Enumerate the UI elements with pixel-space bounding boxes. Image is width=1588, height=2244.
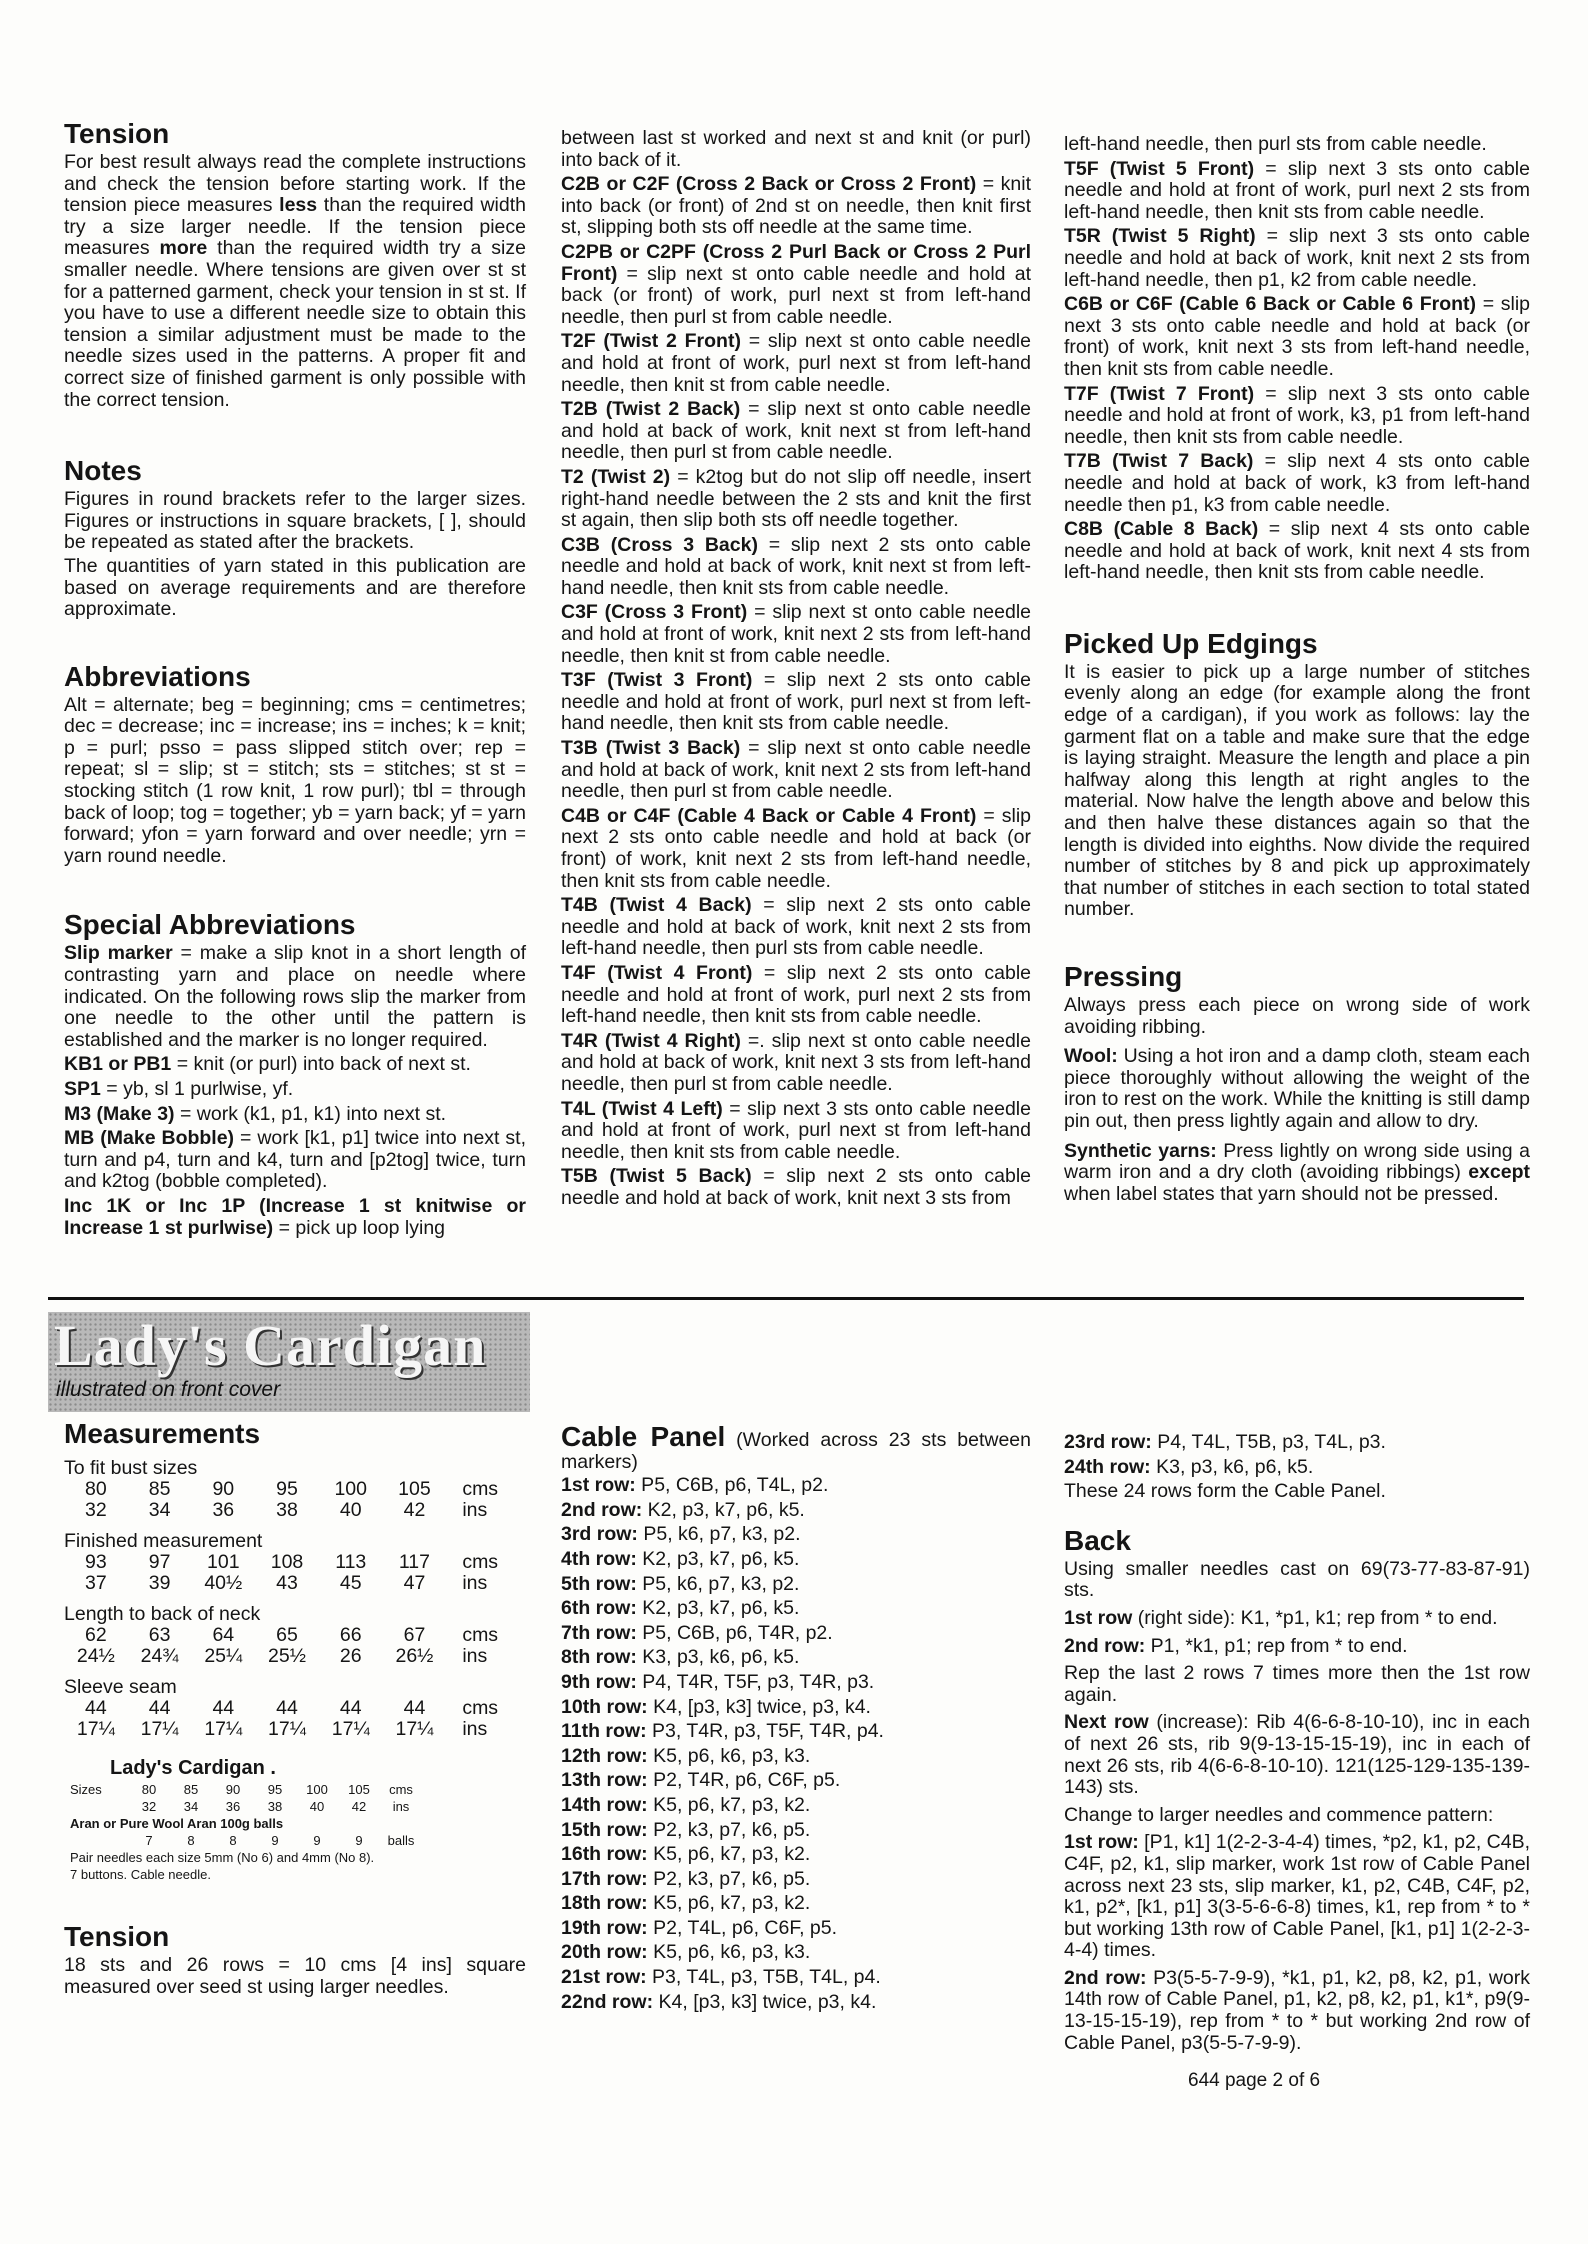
- back-row: 2nd row: P1, *k1, p1; rep from * to end.: [1064, 1634, 1408, 1657]
- measurements-column: [64, 1418, 526, 1998]
- summary-buttons: 7 buttons. Cable needle.: [70, 1867, 211, 1882]
- measurement-group: [64, 1531, 526, 1594]
- pressing-wool: Wool: Using a hot iron and a damp cloth, steam each piece thoroughly without allowing the weight of the iron to rest on the work. While the knitting is still damp pin out, then press lightly again and allow to dry.: [1064, 1045, 1530, 1132]
- back-row: 1st row (right side): K1, *p1, k1; rep from * to end.: [1064, 1606, 1498, 1629]
- abbreviations-heading: Abbreviations: [64, 660, 251, 692]
- abbrev-item: C6B or C6F (Cable 6 Back or Cable 6 Front) = slip next 3 sts onto cable needle and hold at back (or front) of work, knit next 3 sts from left-hand needle, then knit sts from cable needle.: [1064, 293, 1531, 380]
- measurement-row: 32 34 36 38 40 42 ins: [85, 1499, 488, 1521]
- measurement-row: 17¼ 17¼ 17¼ 17¼ 17¼ 17¼ ins: [76, 1718, 488, 1740]
- back-row: 1st row: [P1, k1] 1(2-2-3-4-4) times, *p2, k1, p2, C4B, C4F, p2, k1, slip marker, work 1st row of Cable Panel across next 23 sts, slip marker, k1, p2, C4B, C4F, p2, k1, p2*, [k1, p1] 3(3-5-6-6-8) times, k1, rep from * to * but working 13th row of Cable Panel, [k1, p1] 1(2-2-3-4-4) times.: [1064, 1831, 1531, 1962]
- abbrev-item: KB1 or PB1 = knit (or purl) into back of next st.: [64, 1053, 471, 1076]
- tension-text: For best result always read the complete instructions and check the tension before starting work. If the tension piece measures less than the required width try a size larger needle. If the tension piece measures more than the required width try a size smaller needle. Where tensions are given over st st for a patterned garment, check your tension in st st. If you have to use a different needle size to obtain this tension a similar adjustment must be made to the needle sizes used in the patterns. A proper fit and correct size of finished garment is only possible with the correct tension.: [64, 151, 526, 411]
- abbrev-item: Inc 1K or Inc 1P (Increase 1 st knitwise or Increase 1 st purlwise) = pick up loop lying: [64, 1194, 526, 1239]
- abbrev-item: C8B (Cable 8 Back) = slip next 4 sts onto cable needle and hold at back of work, knit next 4 sts from left-hand needle, then knit sts from cable needle.: [1064, 518, 1530, 584]
- banner-title: Lady's Cardigan: [54, 1313, 487, 1378]
- tension-heading-2: Tension: [64, 1921, 170, 1952]
- abbrev-item: Slip marker = make a slip knot in a short length of contrasting yarn and place on needle where indicated. On the following rows slip the marker from one needle to the other until the pattern is established and the marker is no longer required.: [64, 942, 526, 1051]
- page-footer: 644 page 2 of 6: [1188, 2070, 1321, 2091]
- special-abbreviations-heading: Special Abbreviations: [64, 909, 356, 941]
- pattern-row: 3rd row: P5, k6, p7, k3, p2.: [561, 1523, 801, 1546]
- pattern-row: 24th row: K3, p3, k6, p6, k5.: [1064, 1455, 1314, 1478]
- abbrev-item: C2PB or C2PF (Cross 2 Purl Back or Cross 2 Purl Front) = slip next st onto cable needle and hold at back (or front) of work, purl next st from left-hand needle, then purl st from cable needle.: [561, 240, 1031, 328]
- abbrev-item: T3B (Twist 3 Back) = slip next st onto cable needle and hold at back of work, knit next 2 sts from left-hand needle, then purl st from cable needle.: [561, 737, 1031, 803]
- measurement-row: 80 85 90 95 100 105 cms: [85, 1478, 499, 1500]
- summary-sizes-row: 32 34 36 38 40 42 ins: [141, 1799, 410, 1814]
- pattern-row: 15th row: P2, k3, p7, k6, p5.: [561, 1818, 811, 1841]
- special-abbreviations-list: [64, 943, 526, 1239]
- pattern-row: 18th row: K5, p6, k7, p3, k2.: [561, 1892, 811, 1915]
- column-2: [561, 128, 1031, 1213]
- pattern-row: 19th row: P2, T4L, p6, C6F, p5.: [561, 1916, 838, 1939]
- back-column: [1064, 1432, 1530, 2054]
- summary-sizes-row: Sizes 80 85 90 95 100 105 cms: [70, 1782, 413, 1797]
- back-row: 2nd row: P3(5-5-7-9-9), *k1, p1, k2, p8, k2, p1, work 14th row of Cable Panel, p1, k2, p8, k2, p1, k1*, p9(9-13-15-15-19), rep from * to * but working 2nd row of Cable Panel, p3(5-5-7-9-9).: [1064, 1966, 1530, 2054]
- measurement-group: [64, 1458, 526, 1521]
- measurement-row: 44 44 44 44 44 44 cms: [85, 1697, 499, 1719]
- abbrev-item: SP1 = yb, sl 1 purlwise, yf.: [64, 1078, 294, 1100]
- abbrev-item: C2B or C2F (Cross 2 Back or Cross 2 Front) = knit into back (or front) of 2nd st on needle, then knit first st, slipping both sts off needle at the same time.: [561, 173, 1031, 239]
- measurement-row: 24½ 24¾ 25¼ 25½ 26 26½ ins: [76, 1645, 488, 1667]
- abbrev-item: T5R (Twist 5 Right) = slip next 3 sts onto cable needle and hold at back of work, knit next 2 sts from left-hand needle, then p1, k2 from cable needle.: [1064, 225, 1530, 291]
- measurement-group: [64, 1677, 526, 1740]
- pressing-synthetic: Synthetic yarns: Press lightly on wrong side using a warm iron and a dry cloth (avoiding ribbings) except when label states that yarn should not be pressed.: [1064, 1139, 1530, 1205]
- pattern-row: 6th row: K2, p3, k7, p6, k5.: [561, 1597, 800, 1620]
- abbrev-item: left-hand needle, then purl sts from cable needle.: [1064, 133, 1487, 155]
- pressing-heading: Pressing: [1064, 961, 1183, 992]
- banner-subtitle: illustrated on front cover: [56, 1378, 281, 1401]
- pattern-row: 16th row: K5, p6, k7, p3, k2.: [561, 1843, 811, 1866]
- pattern-row: 2nd row: K2, p3, k7, p6, k5.: [561, 1498, 805, 1521]
- summary-needles: Pair needles each size 5mm (No 6) and 4mm (No 8).: [70, 1850, 375, 1865]
- pattern-row: 21st row: P3, T4L, p3, T5B, T4L, p4.: [561, 1966, 881, 1989]
- pattern-banner: [48, 1312, 530, 1412]
- pattern-row: 8th row: K3, p3, k6, p6, k5.: [561, 1646, 800, 1669]
- pattern-row: 4th row: K2, p3, k7, p6, k5.: [561, 1547, 800, 1570]
- measurement-title: Sleeve seam: [64, 1676, 177, 1698]
- measurement-title: To fit bust sizes: [64, 1457, 198, 1479]
- pressing-text: Always press each piece on wrong side of work avoiding ribbing.: [1064, 994, 1530, 1038]
- column-3: [1064, 134, 1530, 1205]
- abbrev-item: between last st worked and next st and knit (or purl) into back of it.: [561, 127, 1031, 171]
- abbrev-item: T7F (Twist 7 Front) = slip next 3 sts onto cable needle and hold at front of work, k3, p1 from left-hand needle, then knit sts from cable needle.: [1064, 382, 1530, 448]
- abbrev-item: T4L (Twist 4 Left) = slip next 3 sts onto cable needle and hold at front of work, purl next st from left-hand needle, then knit sts from cable needle.: [561, 1097, 1031, 1163]
- pattern-row: 23rd row: P4, T4L, T5B, p3, T4L, p3.: [1064, 1431, 1386, 1453]
- measurement-group: [64, 1604, 526, 1667]
- back-row: Next row (increase): Rib 4(6-6-8-10-10), inc in each of next 26 sts, rib 9(9-13-15-15-19), inc in each of next 26 sts, rib 4(6-6-8-10-10). 121(125-129-135-139-143) sts.: [1064, 1711, 1530, 1799]
- abbrev-item: T4B (Twist 4 Back) = slip next 2 sts onto cable needle and hold at back of work, knit next 2 sts from left-hand needle, then purl sts from cable needle.: [561, 894, 1031, 960]
- pattern-row: 5th row: P5, k6, p7, k3, p2.: [561, 1572, 800, 1595]
- measurements-heading: Measurements: [64, 1418, 261, 1449]
- measurement-row: 93 97 101 108 113 117 cms: [85, 1551, 499, 1573]
- measurement-row: 62 63 64 65 66 67 cms: [85, 1624, 499, 1646]
- measurement-row: 37 39 40½ 43 45 47 ins: [85, 1572, 488, 1594]
- tension-heading: Tension: [64, 118, 170, 149]
- back-heading: Back: [1064, 1524, 1131, 1556]
- column-1: [64, 118, 526, 1242]
- back-text: Using smaller needles cast on 69(73-77-83-87-91) sts.: [1064, 1557, 1530, 1602]
- pattern-row: 11th row: P3, T4R, p3, T5F, T4R, p4.: [561, 1720, 884, 1743]
- measurement-title: Length to back of neck: [64, 1603, 261, 1625]
- pattern-row: 17th row: P2, k3, p7, k6, p5.: [561, 1867, 811, 1890]
- pattern-row: 12th row: K5, p6, k6, p3, k3.: [561, 1744, 811, 1767]
- abbrev-item: T5F (Twist 5 Front) = slip next 3 sts onto cable needle and hold at front of work, purl next 2 sts from left-hand needle, then knit sts from cable needle.: [1064, 157, 1530, 223]
- tension-text-2: 18 sts and 26 rows = 10 cms [4 ins] square measured over seed st using larger needles.: [64, 1954, 526, 1998]
- abbrev-item: M3 (Make 3) = work (k1, p1, k1) into next st.: [64, 1102, 447, 1125]
- notes-heading: Notes: [64, 455, 142, 487]
- notes-paragraph: Figures in round brackets refer to the larger sizes. Figures or instructions in square brackets, [ ], should be repeated as stated after the brackets.: [64, 488, 526, 554]
- section-divider: [48, 1297, 1524, 1300]
- pattern-row: 9th row: P4, T4R, T5F, p3, T4R, p3.: [561, 1670, 875, 1693]
- back-text: Rep the last 2 rows 7 times more then the 1st row again.: [1064, 1662, 1530, 1706]
- abbrev-item: C3F (Cross 3 Front) = slip next st onto cable needle and hold at front of work, knit next 2 sts from left-hand needle, then knit st from cable needle.: [561, 601, 1031, 667]
- back-text: Change to larger needles and commence pattern:: [1064, 1803, 1494, 1826]
- measurement-title: Finished measurement: [64, 1530, 263, 1552]
- summary-yarn: Aran or Pure Wool Aran 100g balls: [70, 1816, 284, 1831]
- abbrev-item: T7B (Twist 7 Back) = slip next 4 sts onto cable needle and hold at back of work, k3 from left-hand needle then p1, k3 from cable needle.: [1064, 450, 1530, 516]
- abbrev-item: C4B or C4F (Cable 4 Back or Cable 4 Front) = slip next 2 sts onto cable needle and hold at back (or front) of work, knit next 2 sts from left-hand needle, then knit sts from cable needle.: [561, 804, 1032, 892]
- abbreviations-text: Alt = alternate; beg = beginning; cms = centimetres; dec = decrease; inc = increase; ins = inches; k = knit; p = purl; psso = pass slipped stitch over; rep = repeat; sl = slip; st = stitch; sts = stitches; st st = stocking stitch (1 row knit, 1 row purl); tbl = through back of loop; tog = together; yb = yarn back; yf = yarn forward; yfon = yarn forward and over needle; yrn = yarn round needle.: [64, 693, 526, 867]
- picked-up-edgings-text: It is easier to pick up a large number of stitches evenly along an edge (for example along the front edge of a cardigan), if you work as follows: lay the garment flat on a table and make sure that the edge is laying straight. Measure the length and place a pin halfway along this length at right angles to the material. Now halve the length above and below this and then halve these distances again so that the length is divided into eighths. Now divide the required number of stitches by 8 and pick up approximately that number of stitches in each section to total stated number.: [1064, 660, 1530, 921]
- abbrev-item: T2B (Twist 2 Back) = slip next st onto cable needle and hold at back of work, knit next st from left-hand needle, then purl st from cable needle.: [561, 398, 1031, 464]
- abbrev-item: T2F (Twist 2 Front) = slip next st onto cable needle and hold at front of work, purl next st from left-hand needle, then knit st from cable needle.: [561, 330, 1031, 396]
- pattern-row: 7th row: P5, C6B, p6, T4R, p2.: [561, 1621, 833, 1644]
- pattern-row: 13th row: P2, T4R, p6, C6F, p5.: [561, 1769, 841, 1792]
- cable-panel-closing: These 24 rows form the Cable Panel.: [1064, 1480, 1386, 1503]
- summary-balls-row: 7 8 8 9 9 9 balls: [145, 1833, 415, 1848]
- cable-panel-rows-cont: [1064, 1432, 1530, 1503]
- pattern-row: 20th row: K5, p6, k6, p3, k3.: [561, 1941, 811, 1964]
- abbrev-item: T3F (Twist 3 Front) = slip next 2 sts onto cable needle and hold at front of work, purl next st from left-hand needle, then knit sts from cable needle.: [561, 669, 1031, 735]
- cable-panel-heading: Cable Panel (Worked across 23 sts between markers): [561, 1421, 1031, 1473]
- abbrev-item: T2 (Twist 2) = k2tog but do not slip off needle, insert right-hand needle between the 2 sts and knit the first st again, then slip both sts off needle together.: [561, 465, 1031, 532]
- pattern-row: 1st row: P5, C6B, p6, T4L, p2.: [561, 1474, 829, 1497]
- abbrev-item: T5B (Twist 5 Back) = slip next 2 sts onto cable needle and hold at back of work, knit next 3 sts from: [561, 1165, 1031, 1209]
- materials-summary: [70, 1757, 526, 1883]
- pattern-row: 14th row: K5, p6, k7, p3, k2.: [561, 1793, 811, 1816]
- summary-title: Lady's Cardigan .: [110, 1757, 276, 1779]
- notes-paragraph: The quantities of yarn stated in this publication are based on average requirements and are therefore approximate.: [64, 554, 526, 621]
- cable-panel-column: [561, 1421, 1031, 2016]
- picked-up-edgings-heading: Picked Up Edgings: [1064, 627, 1318, 659]
- cable-panel-rows: [561, 1475, 1031, 2013]
- abbrev-item: MB (Make Bobble) = work [k1, p1] twice into next st, turn and p4, turn and k4, turn and [p2tog] twice, turn and k2tog (bobble completed).: [64, 1127, 526, 1193]
- abbrev-item: T4F (Twist 4 Front) = slip next 2 sts onto cable needle and hold at front of work, purl next 2 sts from left-hand needle, then knit sts from cable needle.: [561, 961, 1031, 1028]
- abbrev-item: C3B (Cross 3 Back) = slip next 2 sts onto cable needle and hold at back of work, knit next st from left-hand needle, then knit sts from cable needle.: [561, 533, 1032, 599]
- abbrev-item: T4R (Twist 4 Right) =. slip next st onto cable needle and hold at back of work, knit next 3 sts from left-hand needle, then purl st from cable needle.: [561, 1029, 1031, 1095]
- pattern-row: 22nd row: K4, [p3, k3] twice, p3, k4.: [561, 1990, 877, 2013]
- pattern-row: 10th row: K4, [p3, k3] twice, p3, k4.: [561, 1695, 871, 1718]
